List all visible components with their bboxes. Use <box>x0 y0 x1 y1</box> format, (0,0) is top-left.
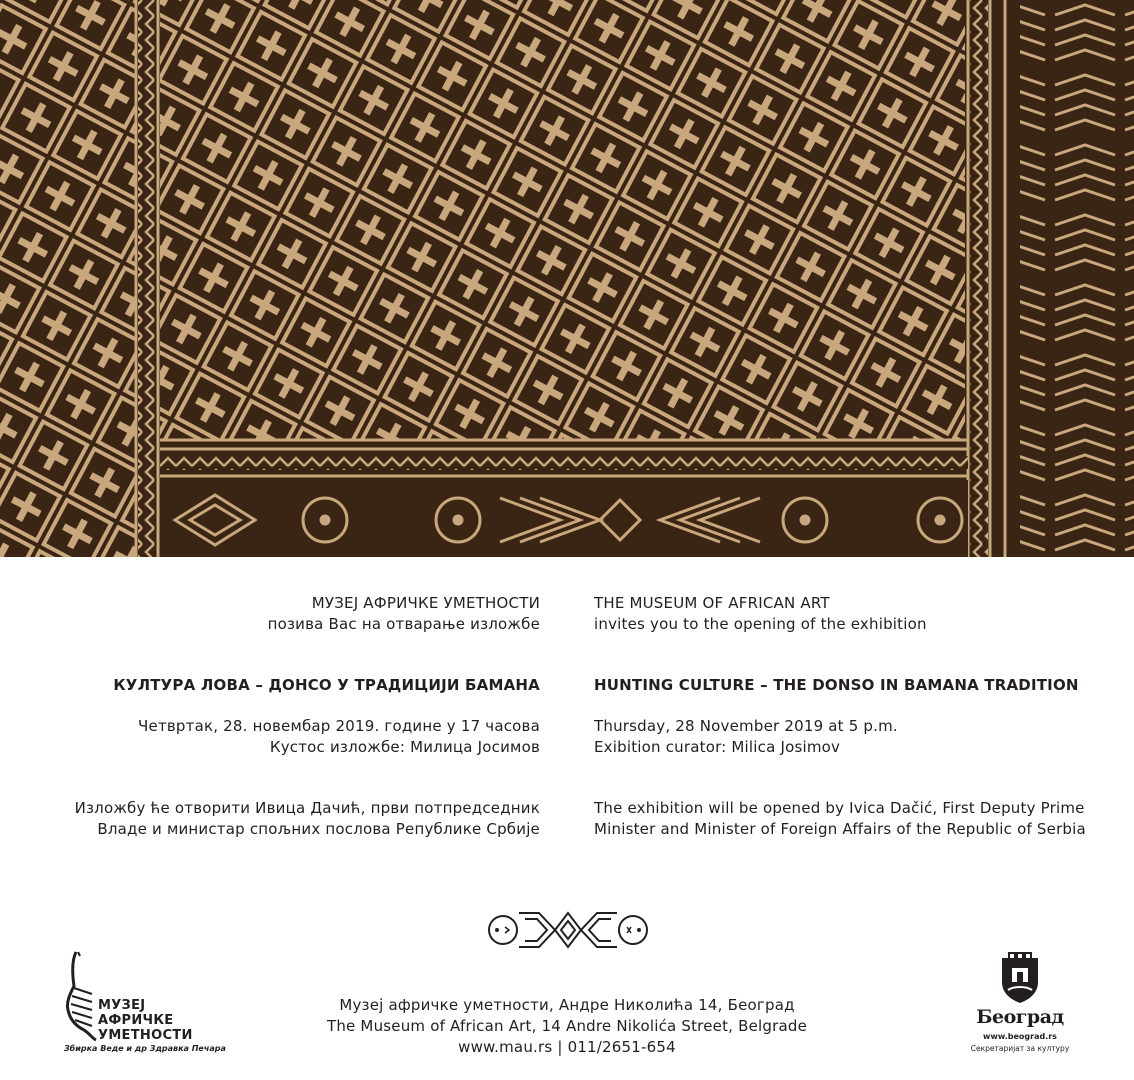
exhibition-title-sr: КУЛТУРА ЛОВА – ДОНСО У ТРАДИЦИЈИ БАМАНА <box>113 676 540 694</box>
curator-sr: Кустос изложбе: Милица Јосимов <box>269 738 540 756</box>
opening-sr-block <box>20 798 540 840</box>
opening-en-line2: Minister and Minister of Foreign Affairs of the Republic of Serbia <box>594 820 1086 838</box>
date-curator-sr-block <box>20 716 540 758</box>
opening-en-line1: The exhibition will be opened by Ivica Dačić, First Deputy Prime <box>594 799 1085 817</box>
belgrade-name: Београд <box>976 1006 1064 1028</box>
date-curator-en-block <box>594 716 1114 758</box>
exhibition-title-en-block <box>594 675 1114 696</box>
museum-name-en: THE MUSEUM OF AFRICAN ART <box>594 594 830 612</box>
invite-text-sr: позива Вас на отварање изложбе <box>267 615 540 633</box>
opening-sr-line1: Изложбу ће отворити Ивица Дачић, први потпредседник <box>74 799 540 817</box>
museum-logo-line1: МУЗЕЈ <box>98 998 146 1013</box>
museum-logo <box>60 950 226 1060</box>
address-sr: Музеј афричке уметности, Андре Николића 14, Београд <box>339 996 795 1014</box>
ornament-icon <box>485 905 651 955</box>
museum-logo-subtitle: Збирка Веде и др Здравка Печара <box>64 1044 226 1053</box>
footer-contact <box>240 995 894 1058</box>
invite-text-en: invites you to the opening of the exhibition <box>594 615 927 633</box>
exhibition-title-en: HUNTING CULTURE – THE DONSO IN BAMANA TRADITION <box>594 676 1079 694</box>
belgrade-crest-icon <box>998 952 1042 1004</box>
belgrade-department: Секретаријат за културу <box>970 1044 1070 1053</box>
opening-en-block <box>594 798 1114 840</box>
address-en: The Museum of African Art, 14 Andre Nikolića Street, Belgrade <box>326 1017 808 1035</box>
curator-en: Exibition curator: Milica Josimov <box>594 738 841 756</box>
belgrade-logo <box>970 952 1070 1062</box>
contact-line: www.mau.rs | 011/2651-654 <box>458 1038 676 1056</box>
museum-name-sr: МУЗЕЈ АФРИЧКЕ УМЕТНОСТИ <box>311 594 540 612</box>
exhibition-title-sr-block <box>20 675 540 696</box>
museum-logo-icon <box>62 950 102 1042</box>
opening-sr-line2: Владе и министар спољних послова Републике Србије <box>97 820 540 838</box>
museum-logo-line3: УМЕТНОСТИ <box>98 1028 193 1043</box>
english-invitation <box>594 593 1114 635</box>
date-sr: Четвртак, 28. новембар 2019. године у 17 часова <box>138 717 540 735</box>
date-en: Thursday, 28 November 2019 at 5 p.m. <box>594 717 898 735</box>
serbian-invitation <box>20 593 540 635</box>
museum-logo-line2: АФРИЧКЕ <box>98 1013 174 1028</box>
museum-logo-text <box>98 998 193 1043</box>
belgrade-url: www.beograd.rs <box>983 1032 1057 1041</box>
